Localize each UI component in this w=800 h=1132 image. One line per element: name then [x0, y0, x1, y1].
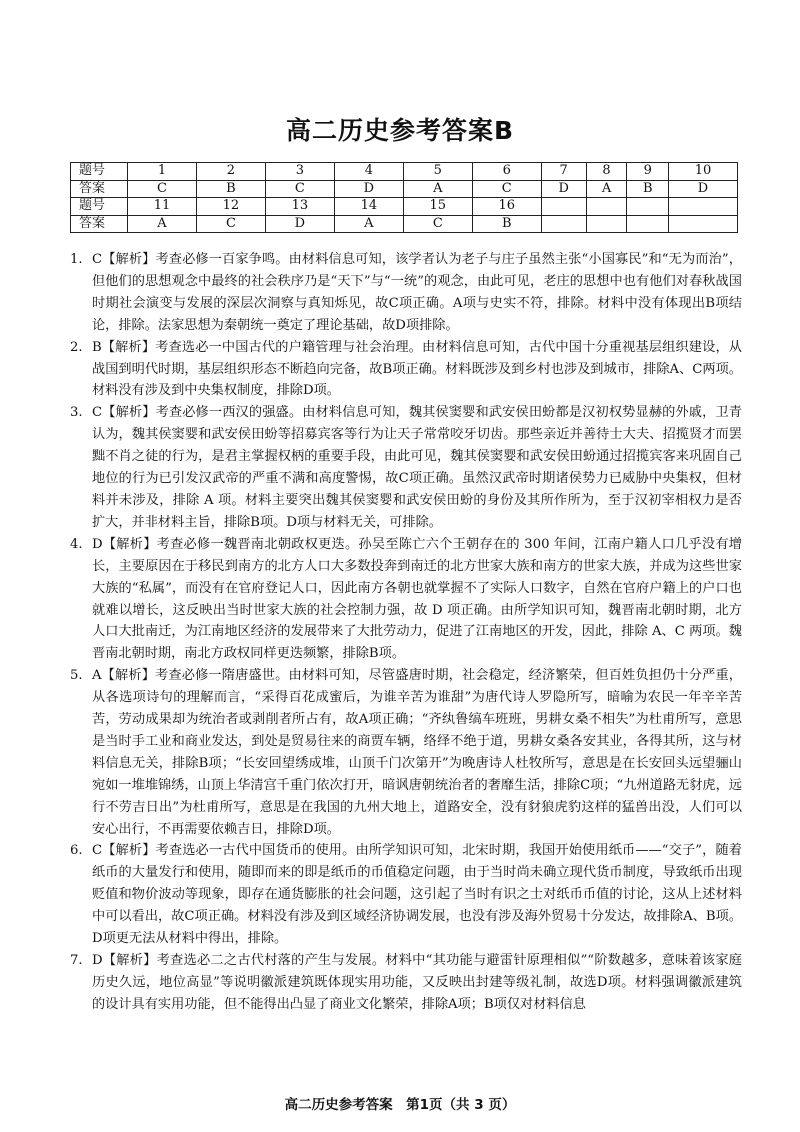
table-cell: C: [472, 180, 541, 198]
list-item: [70, 534, 742, 665]
item-text: A【解析】考查必修一隋唐盛世。由材料可知，尽管盛唐时期，社会稳定，经济繁荣，但百姓负担仍十分严重，从各选项诗句的理解而言，“采得百花成蜜后，为谁辛苦为谁甜”为唐代诗人罗隐所写，暗喻为农民一年辛辛苦苦，劳动成果却为统治者或剥削者所占有，故A项正确；“齐纨鲁缟车班班，男耕女桑不相失”为杜甫所写，意思是当时手工业和商业发达，到处是贸易往来的商贾车辆，络绎不绝于道，男耕女桑各安其业，各得其所，这与材料信息无关，排除B项；“长安回望绣成堆，山顶千门次第开”为晚唐诗人杜牧所写，意思是在长安回头远望骊山宛如一堆堆锦绣，山顶上华清宫千重门依次打开，暗讽唐朝统治者的奢靡生活，排除C项；“九州道路无豺虎，远行不劳吉日出”为杜甫所写，意思是在我国的九州大地上，道路安全，没有豺狼虎豹这样的猛兽出没，人们可以安心出行，不再需要依赖吉日，排除D项。: [92, 668, 742, 837]
table-cell: C: [128, 180, 197, 198]
table-cell: [668, 198, 737, 216]
table-cell: A: [334, 215, 403, 233]
item-number: 6.: [70, 843, 83, 859]
table-cell: [668, 215, 737, 233]
row-header: 答案: [71, 215, 128, 233]
item-number: 4.: [70, 536, 83, 552]
table-cell: 6: [472, 163, 541, 181]
row-header: 答案: [71, 180, 128, 198]
table-cell: 12: [196, 198, 265, 216]
table-cell: [586, 215, 627, 233]
table-cell: D: [265, 215, 334, 233]
page-title: 高二历史参考答案B: [285, 116, 515, 145]
item-text: D【解析】考查必修一魏晋南北朝政权更迭。孙吴至陈亡六个王朝存在的 300 年间，江南户籍人口几乎没有增长，主要原因在于移民到南方的北方人口大多数投奔到南迁的北方世家大族和南方的世家大族，并成为这些世家大族的“私属”，而没有在官府登记人口，因此南方各朝也就掌握不了实际人口数字，自然在官府户籍上的户口也就难以增长，这反映出当时世家大族的社会控制力强，故 D 项正确。由所学知识可知，魏晋南北朝时期，北方人口大批南迁，为江南地区经济的发展带来了大批劳动力，促进了江南地区的开发，因此，排除 A、C 两项。魏晋南北朝时期，南北方政权同样更迭频繁，排除B项。: [92, 536, 742, 662]
list-item: [70, 249, 742, 337]
table-cell: 9: [627, 163, 669, 181]
item-text: D【解析】考查选必二之古代村落的产生与发展。材料中“其功能与避雷针原理相似”“阶数越多，意味着该家庭历史久远，地位高显”等说明徽派建筑既体现实用功能，又反映出封建等级礼制，故选D项。材料强调徽派建筑的设计具有实用功能，但不能得出凸显了商业文化繁荣，排除A项；B项仅对材料信息: [92, 953, 742, 1012]
table-cell: [627, 215, 669, 233]
item-text: C【解析】考查选必一古代中国货币的使用。由所学知识可知，北宋时期，我国开始使用纸币——“交子”，随着纸币的大量发行和使用，随即而来的即是纸币的币值稳定问题，由于当时尚未确立现代货币制度，导致纸币出现贬值和物价波动等现象，即存在通货膨胀的社会问题，这引起了当时有识之士对纸币币值的讨论，这从上述材料中可以看出，故C项正确。材料没有涉及到区域经济协调发展，也没有涉及海外贸易十分发达，故排除A、B项。D项更无法从材料中得出，排除。: [92, 843, 742, 947]
table-cell: 8: [586, 163, 627, 181]
table-row: [71, 198, 738, 216]
table-cell: 7: [541, 163, 586, 181]
item-number: 1.: [70, 252, 83, 267]
table-cell: B: [196, 180, 265, 198]
row-header: 题号: [71, 198, 128, 216]
table-cell: C: [196, 215, 265, 233]
table-cell: A: [403, 180, 472, 198]
table-cell: 16: [472, 198, 541, 216]
answer-table: [70, 162, 738, 233]
table-cell: C: [265, 180, 334, 198]
list-item: [70, 665, 742, 840]
table-cell: 4: [334, 163, 403, 181]
table-cell: 3: [265, 163, 334, 181]
list-item: [70, 402, 742, 533]
list-item: [70, 950, 742, 1016]
item-number: 3.: [70, 405, 83, 421]
list-item: [70, 337, 742, 403]
list-item: [70, 840, 742, 950]
table-cell: D: [334, 180, 403, 198]
row-header: 题号: [71, 163, 128, 181]
table-cell: 2: [196, 163, 265, 181]
table-row: [71, 163, 738, 181]
table-cell: C: [403, 215, 472, 233]
table-cell: 15: [403, 198, 472, 216]
item-number: 7.: [70, 953, 83, 968]
table-cell: B: [627, 180, 669, 198]
table-cell: 13: [265, 198, 334, 216]
table-cell: 5: [403, 163, 472, 181]
table-cell: 11: [128, 198, 197, 216]
table-cell: 1: [128, 163, 197, 181]
table-cell: 14: [334, 198, 403, 216]
table-cell: D: [541, 180, 586, 198]
table-cell: [627, 198, 669, 216]
item-text: B【解析】考查选必一中国古代的户籍管理与社会治理。由材料信息可知，古代中国十分重视基层组织建设，从战国到明代时期，基层组织形态不断趋向完备，故B项正确。材料既涉及到乡村也涉及到城市，排除A、C两项。材料没有涉及到中央集权制度，排除D项。: [92, 339, 742, 399]
item-number: 5.: [70, 668, 83, 684]
explanation-list: [70, 249, 742, 1016]
table-cell: A: [586, 180, 627, 198]
item-text: C【解析】考查必修一西汉的强盛。由材料信息可知，魏其侯窦婴和武安侯田蚡都是汉初权势显赫的外戚，卫青认为，魏其侯窦婴和武安侯田蚡等招募宾客等行为让天子常常咬牙切齿。那些亲近并善待士大夫、招揽贤才而罢黜不肖之徒的行为，是君主掌握权柄的重要手段，由此可见，魏其侯窦婴和武安侯田蚡通过招揽宾客来巩固自己地位的行为已引发汉武帝的严重不满和高度警惕，故C项正确。虽然汉武帝时期诸侯势力已威胁中央集权，但材料并未涉及，排除 A 项。材料主要突出魏其侯窦婴和武安侯田蚡的身份及其所作所为，至于汉初宰相权力是否扩大，并非材料主旨，排除B项。D项与材料无关，可排除。: [92, 405, 742, 530]
table-cell: [586, 198, 627, 216]
table-row: [71, 215, 738, 233]
table-cell: 10: [668, 163, 737, 181]
page-footer: 高二历史参考答案 第1页（共 3 页）: [284, 1097, 516, 1113]
table-cell: D: [668, 180, 737, 198]
table-cell: [541, 215, 586, 233]
table-cell: [541, 198, 586, 216]
table-cell: B: [472, 215, 541, 233]
item-number: 2.: [70, 339, 83, 355]
item-text: C【解析】考查必修一百家争鸣。由材料信息可知，该学者认为老子与庄子虽然主张“小国寡民”和“无为而治”，但他们的思想观念中最终的社会秩序乃是“天下”与“一统”的观念，由此可见，老庄的思想中也有他们对春秋战国时期社会演变与发展的深层次洞察与真知烁见，故C项正确。A项与史实不符，排除。材料中没有体现出B项结论，排除。法家思想为秦朝统一奠定了理论基础，故D项排除。: [92, 252, 742, 333]
table-cell: A: [128, 215, 197, 233]
table-row: [71, 180, 738, 198]
